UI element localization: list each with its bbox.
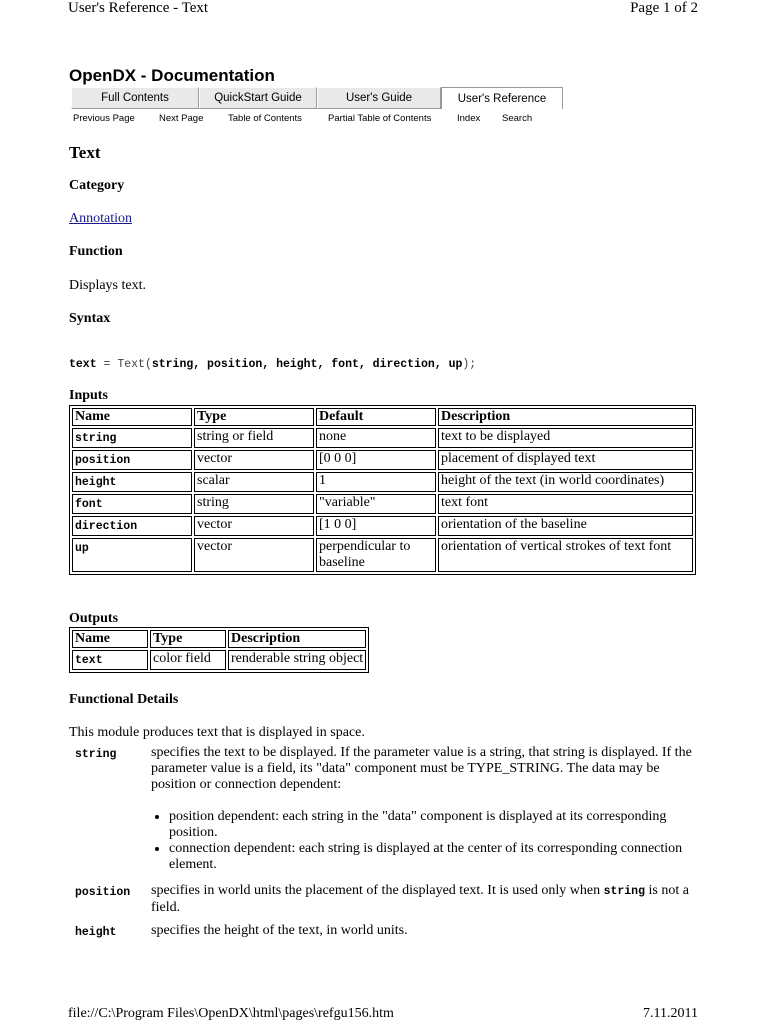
- print-footer-date: 7.11.2011: [643, 1006, 698, 1021]
- tab-users-guide[interactable]: User's Guide: [317, 87, 441, 109]
- details-intro: This module produces text that is displayed in space.: [69, 725, 365, 740]
- input-type: string or field: [194, 428, 314, 448]
- input-name: up: [72, 538, 192, 572]
- input-description: placement of displayed text: [438, 450, 693, 470]
- detail-term-string: string: [75, 748, 117, 761]
- main-tabs: [71, 87, 563, 109]
- syntax-open: (: [144, 358, 152, 371]
- input-description: orientation of the baseline: [438, 516, 693, 536]
- category-link[interactable]: Annotation: [69, 211, 132, 226]
- syntax-eq: =: [96, 358, 118, 371]
- col-description: Description: [438, 408, 693, 426]
- outputs-table: [69, 627, 369, 673]
- col-description: Description: [228, 630, 366, 648]
- syntax-fn: Text: [117, 358, 145, 371]
- detail-def-position-b: is not a field.: [151, 883, 689, 915]
- table-row: [72, 516, 693, 536]
- col-name: Name: [72, 630, 148, 648]
- detail-term-height: height: [75, 926, 117, 939]
- input-type: vector: [194, 450, 314, 470]
- category-heading: Category: [69, 178, 125, 193]
- syntax-heading: Syntax: [69, 311, 111, 326]
- list-item: • connection dependent: each string is displayed at the center of its corresponding connection element.: [169, 841, 696, 873]
- inputs-heading: Inputs: [69, 388, 108, 403]
- table-row: [72, 650, 366, 670]
- nav-next-page[interactable]: Next Page: [159, 113, 204, 124]
- input-description: text font: [438, 494, 693, 514]
- table-row: [72, 450, 693, 470]
- tab-quickstart-guide[interactable]: QuickStart Guide: [199, 87, 317, 109]
- site-title: OpenDX - Documentation: [69, 66, 275, 85]
- input-default: [0 0 0]: [316, 450, 436, 470]
- input-type: string: [194, 494, 314, 514]
- nav-previous-page[interactable]: Previous Page: [73, 113, 135, 124]
- detail-string: [69, 745, 709, 875]
- function-text: Displays text.: [69, 278, 146, 293]
- output-description: renderable string object: [228, 650, 366, 670]
- outputs-heading: Outputs: [69, 611, 119, 626]
- list-item: • position dependent: each string in the "data" component is displayed at its corresponding position.: [169, 809, 696, 841]
- syntax-args: string, position, height, font, direction, up: [151, 358, 463, 371]
- table-row: [72, 494, 693, 514]
- print-footer-path: file://C:\Program Files\OpenDX\html\pages\refgu156.htm: [68, 1006, 394, 1021]
- input-name: string: [72, 428, 192, 448]
- input-default: perpendicular to baseline: [316, 538, 436, 572]
- detail-bullets: [151, 809, 696, 873]
- detail-def-position: [151, 883, 696, 916]
- print-header-title: User's Reference - Text: [68, 0, 209, 16]
- input-name: font: [72, 494, 192, 514]
- input-default: "variable": [316, 494, 436, 514]
- inputs-header-row: [72, 408, 693, 426]
- input-description: height of the text (in world coordinates): [438, 472, 693, 492]
- table-row: [72, 538, 693, 572]
- input-type: scalar: [194, 472, 314, 492]
- table-row: [72, 472, 693, 492]
- output-name: text: [72, 650, 148, 670]
- input-name: height: [72, 472, 192, 492]
- input-default: none: [316, 428, 436, 448]
- input-name: direction: [72, 516, 192, 536]
- nav-table-of-contents[interactable]: Table of Contents: [228, 113, 302, 124]
- functional-details-heading: Functional Details: [69, 692, 179, 707]
- col-name: Name: [72, 408, 192, 426]
- nav-partial-toc[interactable]: Partial Table of Contents: [328, 113, 432, 124]
- detail-def-position-a: specifies in world units the placement of the displayed text. It is used only when: [151, 883, 604, 898]
- col-type: Type: [194, 408, 314, 426]
- input-type: vector: [194, 516, 314, 536]
- detail-def-string-text: specifies the text to be displayed. If the parameter value is a string, that string is displayed. If the parameter value is a field, its "data" component must be TYPE_STRING. The data may be position or connection dependent:: [151, 745, 692, 792]
- input-default: [1 0 0]: [316, 516, 436, 536]
- page-title: Text: [69, 143, 101, 162]
- detail-def-position-code: string: [603, 885, 645, 898]
- col-default: Default: [316, 408, 436, 426]
- detail-def-string: [151, 745, 696, 873]
- tab-users-reference[interactable]: User's Reference: [441, 87, 563, 109]
- inputs-table: [69, 405, 696, 575]
- syntax-lhs: text: [69, 358, 97, 371]
- input-description: orientation of vertical strokes of text font: [438, 538, 693, 572]
- outputs-header-row: [72, 630, 366, 648]
- input-default: 1: [316, 472, 436, 492]
- input-description: text to be displayed: [438, 428, 693, 448]
- detail-def-height: specifies the height of the text, in world units.: [151, 923, 408, 938]
- nav-search[interactable]: Search: [502, 113, 533, 124]
- output-type: color field: [150, 650, 226, 670]
- print-header-page: Page 1 of 2: [630, 0, 698, 16]
- col-type: Type: [150, 630, 226, 648]
- tab-full-contents[interactable]: Full Contents: [71, 87, 199, 109]
- syntax-code: [69, 358, 476, 371]
- table-row: [72, 428, 693, 448]
- detail-height: [69, 923, 709, 943]
- nav-index[interactable]: Index: [457, 113, 481, 124]
- syntax-close: );: [462, 358, 477, 371]
- input-name: position: [72, 450, 192, 470]
- detail-term-position: position: [75, 886, 131, 899]
- detail-position: [69, 883, 709, 919]
- function-heading: Function: [69, 244, 123, 259]
- input-type: vector: [194, 538, 314, 572]
